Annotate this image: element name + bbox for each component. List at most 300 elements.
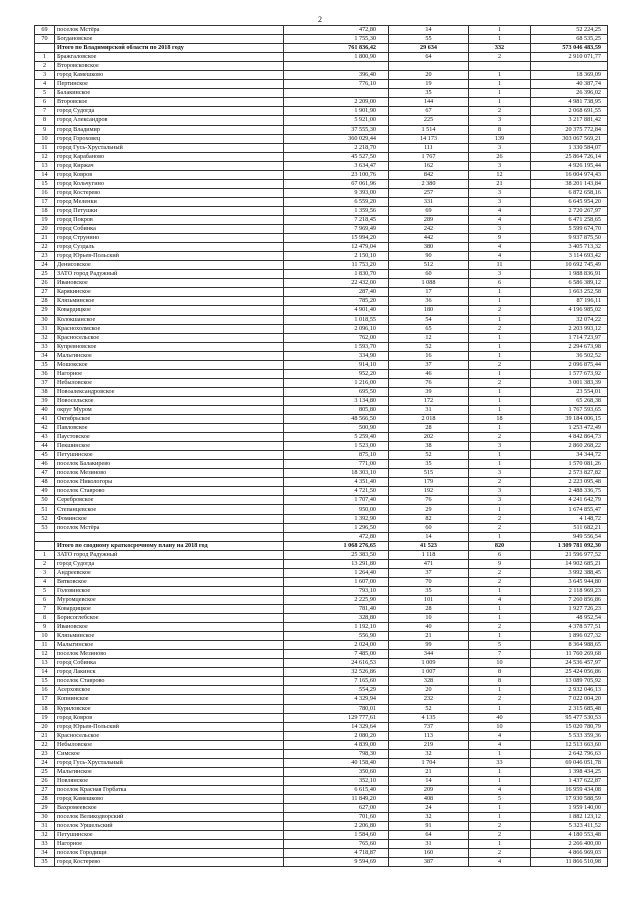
area-cell: 129 777,61: [284, 713, 389, 722]
area-cell: 952,20: [284, 369, 389, 378]
cost-cell: 15 020 780,79: [531, 722, 608, 731]
table-row: [35, 107, 608, 116]
residents-cell: 14: [389, 776, 469, 785]
count-cell: 33: [469, 758, 531, 767]
count-cell: 1: [469, 288, 531, 297]
cost-cell: 4 866 969,03: [531, 849, 608, 858]
area-cell: 1 593,70: [284, 342, 389, 351]
municipality-cell: Малыгинское: [55, 641, 284, 650]
municipality-cell: Андреевское: [55, 568, 284, 577]
count-cell: 1: [469, 297, 531, 306]
row-number-cell: 8: [35, 116, 55, 125]
table-row: [35, 324, 608, 333]
count-cell: 10: [469, 722, 531, 731]
area-cell: 4 351,40: [284, 478, 389, 487]
count-cell: 1: [469, 342, 531, 351]
area-cell: 22 432,00: [284, 279, 389, 288]
row-number-cell: 23: [35, 252, 55, 261]
count-cell: 4: [469, 740, 531, 749]
municipality-cell: поселок Мезиново: [55, 469, 284, 478]
table-row: [35, 270, 608, 279]
count-cell: 4: [469, 243, 531, 252]
table-body: [35, 26, 608, 867]
residents-cell: 113: [389, 731, 469, 740]
area-cell: 3 634,47: [284, 161, 389, 170]
residents-cell: 442: [389, 234, 469, 243]
table-row: [35, 632, 608, 641]
area-cell: 701,60: [284, 813, 389, 822]
municipality-cell: Пертинское: [55, 80, 284, 89]
count-cell: 3: [469, 161, 531, 170]
table-row: [35, 125, 608, 134]
row-number-cell: 31: [35, 822, 55, 831]
cost-cell: 38 201 143,84: [531, 179, 608, 188]
residents-cell: 4 135: [389, 713, 469, 722]
row-number-cell: 29: [35, 306, 55, 315]
cost-cell: 9 937 875,50: [531, 234, 608, 243]
cost-cell: 1 927 726,23: [531, 605, 608, 614]
area-cell: 875,10: [284, 451, 389, 460]
count-cell: 4: [469, 858, 531, 867]
cost-cell: 17 930 588,59: [531, 794, 608, 803]
count-cell: 26: [469, 152, 531, 161]
municipality-cell: Клязьминское: [55, 297, 284, 306]
cost-cell: 10 692 745,49: [531, 261, 608, 270]
residents-cell: 99: [389, 641, 469, 650]
table-row: [35, 641, 608, 650]
municipality-cell: город Кольчугино: [55, 179, 284, 188]
table-row: [35, 188, 608, 197]
table-row: [35, 206, 608, 215]
cost-cell: 2 642 796,63: [531, 749, 608, 758]
cost-cell: 25 424 056,86: [531, 668, 608, 677]
area-cell: 4 839,00: [284, 740, 389, 749]
cost-cell: [531, 62, 608, 71]
row-number-cell: 16: [35, 188, 55, 197]
cost-cell: 1 330 584,07: [531, 143, 608, 152]
cost-cell: 4 981 738,95: [531, 98, 608, 107]
residents-cell: 19: [389, 80, 469, 89]
residents-cell: 65: [389, 324, 469, 333]
row-number-cell: 17: [35, 197, 55, 206]
area-cell: 9 594,69: [284, 858, 389, 867]
table-row: [35, 424, 608, 433]
cost-cell: 24 536 457,97: [531, 659, 608, 668]
municipality-cell: Павловское: [55, 424, 284, 433]
row-number-cell: 47: [35, 469, 55, 478]
count-cell: 1: [469, 532, 531, 541]
municipality-cell: поселок Городищи: [55, 849, 284, 858]
residents-cell: 289: [389, 215, 469, 224]
area-cell: 2 206,80: [284, 822, 389, 831]
table-row: [35, 614, 608, 623]
cost-cell: 69 046 051,78: [531, 758, 608, 767]
municipality-cell: город Киржач: [55, 161, 284, 170]
cost-cell: 65 268,38: [531, 396, 608, 405]
count-cell: 1: [469, 369, 531, 378]
municipality-cell: Симское: [55, 749, 284, 758]
cost-cell: 8 364 988,65: [531, 641, 608, 650]
area-cell: 1 755,30: [284, 35, 389, 44]
municipality-cell: город Струнино: [55, 234, 284, 243]
residents-cell: 1 118: [389, 550, 469, 559]
residents-cell: 331: [389, 197, 469, 206]
count-cell: 1: [469, 333, 531, 342]
row-number-cell: 11: [35, 143, 55, 152]
municipality-cell: Красносельское: [55, 333, 284, 342]
area-cell: 1 264,40: [284, 568, 389, 577]
municipality-cell: город Владимир: [55, 125, 284, 134]
table-row: [35, 170, 608, 179]
count-cell: 4: [469, 215, 531, 224]
cost-cell: 36 502,52: [531, 351, 608, 360]
residents-cell: 28: [389, 605, 469, 614]
cost-cell: 2 573 827,82: [531, 469, 608, 478]
cost-cell: 2 910 071,77: [531, 53, 608, 62]
count-cell: 2: [469, 695, 531, 704]
residents-cell: 31: [389, 405, 469, 414]
row-number-cell: 20: [35, 722, 55, 731]
area-cell: 1 216,00: [284, 378, 389, 387]
residents-cell: 257: [389, 188, 469, 197]
residents-cell: 69: [389, 206, 469, 215]
municipality-cell: Мошокское: [55, 360, 284, 369]
table-row: [35, 62, 608, 71]
row-number-cell: 19: [35, 713, 55, 722]
count-cell: 1: [469, 704, 531, 713]
residents-cell: 162: [389, 161, 469, 170]
table-row: [35, 197, 608, 206]
municipality-cell: поселок Никологоры: [55, 478, 284, 487]
count-cell: 3: [469, 197, 531, 206]
cost-cell: 6 471 258,65: [531, 215, 608, 224]
area-cell: 1 018,55: [284, 315, 389, 324]
row-number-cell: 24: [35, 758, 55, 767]
cost-cell: 1 398 434,25: [531, 767, 608, 776]
area-cell: 1 830,70: [284, 270, 389, 279]
count-cell: 5: [469, 794, 531, 803]
municipality-cell: поселок Мезиново: [55, 650, 284, 659]
row-number-cell: 4: [35, 80, 55, 89]
count-cell: 2: [469, 53, 531, 62]
row-number-cell: 44: [35, 442, 55, 451]
area-cell: 914,10: [284, 360, 389, 369]
municipality-cell: Асерховское: [55, 686, 284, 695]
row-number-cell: 35: [35, 858, 55, 867]
table-row: [35, 704, 608, 713]
table-row: [35, 505, 608, 514]
area-cell: 360 029,44: [284, 134, 389, 143]
municipality-cell: Муромцевское: [55, 595, 284, 604]
area-cell: 1 068 276,65: [284, 541, 389, 550]
municipality-cell: Октябрьское: [55, 415, 284, 424]
municipality-cell: Итого по Владимирской области по 2018 году: [55, 44, 284, 53]
municipality-cell: город Покров: [55, 215, 284, 224]
row-number-cell: 21: [35, 731, 55, 740]
area-cell: 554,29: [284, 686, 389, 695]
area-cell: 67 061,96: [284, 179, 389, 188]
count-cell: 2: [469, 523, 531, 532]
area-cell: 11 753,20: [284, 261, 389, 270]
area-cell: 1 901,90: [284, 107, 389, 116]
municipality-cell: Небыловское: [55, 740, 284, 749]
area-cell: 12 479,04: [284, 243, 389, 252]
residents-cell: 10: [389, 614, 469, 623]
row-number-cell: 5: [35, 586, 55, 595]
table-row: [35, 523, 608, 532]
total-row: [35, 44, 608, 53]
row-number-cell: 7: [35, 107, 55, 116]
cost-cell: 12 513 663,60: [531, 740, 608, 749]
area-cell: 334,90: [284, 351, 389, 360]
table-row: [35, 152, 608, 161]
municipality-cell: Ковардицкое: [55, 306, 284, 315]
cost-cell: 4 842 864,73: [531, 433, 608, 442]
count-cell: 1: [469, 505, 531, 514]
municipality-cell: [55, 532, 284, 541]
count-cell: 7: [469, 650, 531, 659]
residents-cell: 29: [389, 505, 469, 514]
count-cell: 3: [469, 188, 531, 197]
table-row: [35, 215, 608, 224]
row-number-cell: 30: [35, 315, 55, 324]
count-cell: 2: [469, 514, 531, 523]
residents-cell: 35: [389, 89, 469, 98]
cost-cell: 2 223 095,48: [531, 478, 608, 487]
residents-cell: 242: [389, 225, 469, 234]
area-cell: 5 921,00: [284, 116, 389, 125]
residents-cell: 24: [389, 804, 469, 813]
residents-cell: 38: [389, 442, 469, 451]
cost-cell: 1 674 855,47: [531, 505, 608, 514]
municipality-cell: Вахромеевское: [55, 804, 284, 813]
row-number-cell: 11: [35, 641, 55, 650]
area-cell: 2 225,90: [284, 595, 389, 604]
table-row: [35, 80, 608, 89]
municipality-cell: Колокшанское: [55, 315, 284, 324]
count-cell: 4: [469, 252, 531, 261]
municipality-cell: город Суздаль: [55, 243, 284, 252]
municipality-cell: город Ковров: [55, 713, 284, 722]
area-cell: 1 523,00: [284, 442, 389, 451]
municipality-cell: Ивановское: [55, 623, 284, 632]
count-cell: 4: [469, 206, 531, 215]
row-number-cell: 15: [35, 677, 55, 686]
table-row: [35, 731, 608, 740]
area-cell: 7 485,00: [284, 650, 389, 659]
cost-cell: 16 004 974,43: [531, 170, 608, 179]
row-number-cell: 8: [35, 614, 55, 623]
row-number-cell: 53: [35, 523, 55, 532]
count-cell: 10: [469, 659, 531, 668]
row-number-cell: 19: [35, 215, 55, 224]
residents-cell: 14 173: [389, 134, 469, 143]
municipality-cell: поселок Ставрово: [55, 677, 284, 686]
cost-cell: 68 535,25: [531, 35, 608, 44]
residents-cell: 408: [389, 794, 469, 803]
municipality-cell: Серебровское: [55, 496, 284, 505]
table-row: [35, 794, 608, 803]
residents-cell: 39: [389, 387, 469, 396]
count-cell: 820: [469, 541, 531, 550]
municipality-cell: Вятковское: [55, 577, 284, 586]
count-cell: 4: [469, 731, 531, 740]
residents-cell: 37: [389, 360, 469, 369]
row-number-cell: 32: [35, 333, 55, 342]
table-row: [35, 433, 608, 442]
cost-cell: 1 577 673,92: [531, 369, 608, 378]
row-number-cell: 28: [35, 794, 55, 803]
table-row: [35, 532, 608, 541]
municipality-cell: город Камешково: [55, 794, 284, 803]
area-cell: [284, 62, 389, 71]
table-row: [35, 686, 608, 695]
cost-cell: 13 089 705,92: [531, 677, 608, 686]
cost-cell: 2 096 875,44: [531, 360, 608, 369]
municipality-cell: Красносельское: [55, 731, 284, 740]
municipality-cell: город Меленки: [55, 197, 284, 206]
table-row: [35, 415, 608, 424]
area-cell: 37 555,30: [284, 125, 389, 134]
table-row: [35, 858, 608, 867]
municipality-cell: город Камешково: [55, 71, 284, 80]
area-cell: 40 158,40: [284, 758, 389, 767]
table-row: [35, 342, 608, 351]
count-cell: 3: [469, 487, 531, 496]
count-cell: 5: [469, 641, 531, 650]
table-row: [35, 668, 608, 677]
residents-cell: 2 018: [389, 415, 469, 424]
row-number-cell: 22: [35, 243, 55, 252]
municipality-cell: город Ковров: [55, 170, 284, 179]
count-cell: 9: [469, 234, 531, 243]
area-cell: 1 607,00: [284, 577, 389, 586]
row-number-cell: 15: [35, 179, 55, 188]
cost-cell: 6 586 389,12: [531, 279, 608, 288]
residents-cell: 70: [389, 577, 469, 586]
municipality-cell: Куриловское: [55, 704, 284, 713]
area-cell: 350,60: [284, 767, 389, 776]
cost-cell: 34 344,72: [531, 451, 608, 460]
count-cell: 6: [469, 550, 531, 559]
row-number-cell: 23: [35, 749, 55, 758]
count-cell: 1: [469, 98, 531, 107]
area-cell: 48 566,50: [284, 415, 389, 424]
count-cell: 1: [469, 776, 531, 785]
area-cell: 11 849,20: [284, 794, 389, 803]
table-row: [35, 378, 608, 387]
row-number-cell: 28: [35, 297, 55, 306]
cost-cell: 18 369,09: [531, 71, 608, 80]
residents-cell: 1 007: [389, 668, 469, 677]
count-cell: 4: [469, 785, 531, 794]
table-row: [35, 568, 608, 577]
row-number-cell: 69: [35, 26, 55, 35]
residents-cell: 35: [389, 586, 469, 595]
table-row: [35, 623, 608, 632]
area-cell: 2 209,00: [284, 98, 389, 107]
table-row: [35, 586, 608, 595]
municipality-cell: поселок Мстёра: [55, 523, 284, 532]
cost-cell: 2 488 336,75: [531, 487, 608, 496]
count-cell: 1: [469, 387, 531, 396]
row-number-cell: 2: [35, 62, 55, 71]
row-number-cell: 3: [35, 568, 55, 577]
cost-cell: 1 882 123,12: [531, 813, 608, 822]
table-row: [35, 306, 608, 315]
row-number-cell: [35, 532, 55, 541]
area-cell: 23 100,76: [284, 170, 389, 179]
row-number-cell: 14: [35, 170, 55, 179]
row-number-cell: 6: [35, 595, 55, 604]
table-row: [35, 288, 608, 297]
table-row: [35, 134, 608, 143]
table-row: [35, 98, 608, 107]
area-cell: 4 901,40: [284, 306, 389, 315]
residents-cell: 32: [389, 813, 469, 822]
cost-cell: 20 375 772,84: [531, 125, 608, 134]
count-cell: 3: [469, 116, 531, 125]
municipality-cell: Небыловское: [55, 378, 284, 387]
row-number-cell: 26: [35, 279, 55, 288]
municipality-cell: Новосельское: [55, 396, 284, 405]
count-cell: 1: [469, 632, 531, 641]
residents-cell: 31: [389, 840, 469, 849]
cost-cell: 7 260 856,86: [531, 595, 608, 604]
count-cell: 3: [469, 469, 531, 478]
municipality-cell: Карякинское: [55, 288, 284, 297]
municipality-cell: город Судогда: [55, 559, 284, 568]
count-cell: 2: [469, 107, 531, 116]
cost-cell: 14 902 685,21: [531, 559, 608, 568]
cost-cell: 23 554,01: [531, 387, 608, 396]
table-row: [35, 333, 608, 342]
residents-cell: 41 523: [389, 541, 469, 550]
area-cell: 13 291,80: [284, 559, 389, 568]
municipality-cell: город Юрьев-Польский: [55, 722, 284, 731]
row-number-cell: 9: [35, 623, 55, 632]
table-row: [35, 243, 608, 252]
table-row: [35, 577, 608, 586]
residents-cell: 179: [389, 478, 469, 487]
count-cell: 3: [469, 442, 531, 451]
count-cell: 21: [469, 179, 531, 188]
table-row: [35, 261, 608, 270]
municipality-cell: город Гороховец: [55, 134, 284, 143]
count-cell: 1: [469, 89, 531, 98]
cost-cell: 6 872 658,16: [531, 188, 608, 197]
area-cell: 32 526,86: [284, 668, 389, 677]
count-cell: 1: [469, 605, 531, 614]
count-cell: 1: [469, 460, 531, 469]
municipality-cell: Головинское: [55, 586, 284, 595]
residents-cell: 60: [389, 270, 469, 279]
table-row: [35, 840, 608, 849]
area-cell: 2 218,70: [284, 143, 389, 152]
residents-cell: 52: [389, 451, 469, 460]
row-number-cell: 26: [35, 776, 55, 785]
cost-cell: 2 860 268,22: [531, 442, 608, 451]
cost-cell: 2 315 685,48: [531, 704, 608, 713]
municipality-cell: округ Муром: [55, 405, 284, 414]
residents-cell: 46: [389, 369, 469, 378]
cost-cell: 1 309 781 092,30: [531, 541, 608, 550]
municipality-cell: Краснохолмское: [55, 324, 284, 333]
table-row: [35, 514, 608, 523]
table-row: [35, 369, 608, 378]
area-cell: 6 559,20: [284, 197, 389, 206]
area-cell: 780,01: [284, 704, 389, 713]
